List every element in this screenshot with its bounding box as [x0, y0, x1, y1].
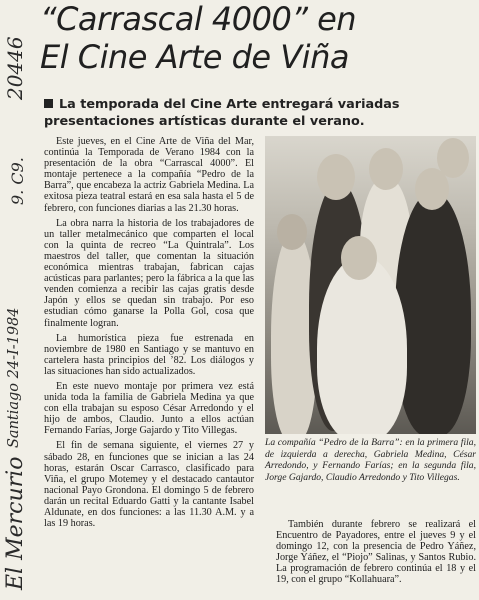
person-face	[437, 138, 469, 178]
paragraph: El fin de semana siguiente, el viernes 27 y sábado 28, en funciones que se inician a las 24 horas, estarán Oscar Carrasco, clasificado para Viña, el grupo Motemey y el destacado cantautor nacional Payo Grondona. El domingo 5 de febrero darán un recital Eduardo Gatti y la cantante Isabel Aldunate, en dos funciones: a las 11.30 A.M. y a las 19 horas.	[44, 440, 254, 530]
right-column-text	[276, 519, 476, 586]
paragraph: En este nuevo montaje por primera vez está unida toda la familia de Gabriela Medina ya que con ella trabajan su esposo César Arredondo y el hijo de ambos, Claudio. Junto a ellos actúan Fernando Farías, Jorge Gajardo y Tito Villegas.	[44, 380, 254, 437]
person-face	[341, 236, 377, 280]
article-body	[44, 136, 254, 533]
source-note: El Mercurio	[3, 456, 28, 590]
subheadline-text: La temporada del Cine Arte entregará variadas presentaciones artísticas durante el verano.	[44, 97, 400, 129]
paragraph: También durante febrero se realizará el Encuentro de Payadores, entre el jueves 9 y el domingo 12, con la presencia de Pedro Yáñez, Jorge Yáñez, el “Piojo” Salinas, y Santos Rubio. La programación de febrero continúa el 18 y el 19, con el grupo “Kollahuara”.	[276, 519, 476, 586]
group-photo	[265, 136, 476, 434]
photo-caption: La compañía “Pedro de la Barra”: en la primera fila, de izquierda a derecha, Gabriela Medina, César Arredondo, y Fernando Farías; en la segunda fila, Jorge Gajardo, Claudio Arredondo y Tito Villegas.	[265, 437, 476, 483]
person-face	[277, 214, 307, 250]
person-figure	[317, 256, 407, 434]
person-figure	[395, 191, 471, 434]
square-bullet-icon	[44, 99, 53, 108]
paragraph: Este jueves, en el Cine Arte de Viña del Mar, continúa la Temporada de Verano 1984 con la presentación de la obra “Carrascal 4000”. El montaje pertenece a la compañía “Pedro de la Barra”, que encabeza la actriz Gabriela Medina. La exitosa pieza teatral estará en esa sala hasta el 5 de febrero, con funciones diarias a las 21.30 horas.	[44, 136, 254, 214]
headline-line-1: “Carrascal 4000” en	[40, 0, 357, 38]
page-note: 9. C9.	[8, 157, 27, 205]
subheadline	[44, 96, 476, 130]
headline	[40, 0, 476, 76]
person-face	[317, 154, 355, 200]
paragraph: La obra narra la historia de los trabajadores de un taller metalmecánico que comparten el local con la quinta de recreo “La Quintrala”. Los maestros del taller, que comentan la situación económica mientras trabajan, fabrican cajas acústicas para parlantes; pero la fábrica a la que las venden comienza a recibir las cajas gratis desde Japón y ellos se quedan sin trabajo. Por eso estudian cómo ganarse la Polla Gol, cosa que finalmente logran.	[44, 217, 254, 329]
headline-line-2: El Cine Arte de Viña	[40, 38, 349, 76]
person-face	[369, 148, 403, 190]
place-date-note: Santiago 24-I-1984	[6, 307, 22, 448]
paragraph: La humorística pieza fue estrenada en noviembre de 1980 en Santiago y se mantuvo en cartelera hasta principios del ’82. Los diálogos y las situaciones han sido actualizados.	[44, 332, 254, 377]
archive-code: 20446	[3, 36, 27, 100]
